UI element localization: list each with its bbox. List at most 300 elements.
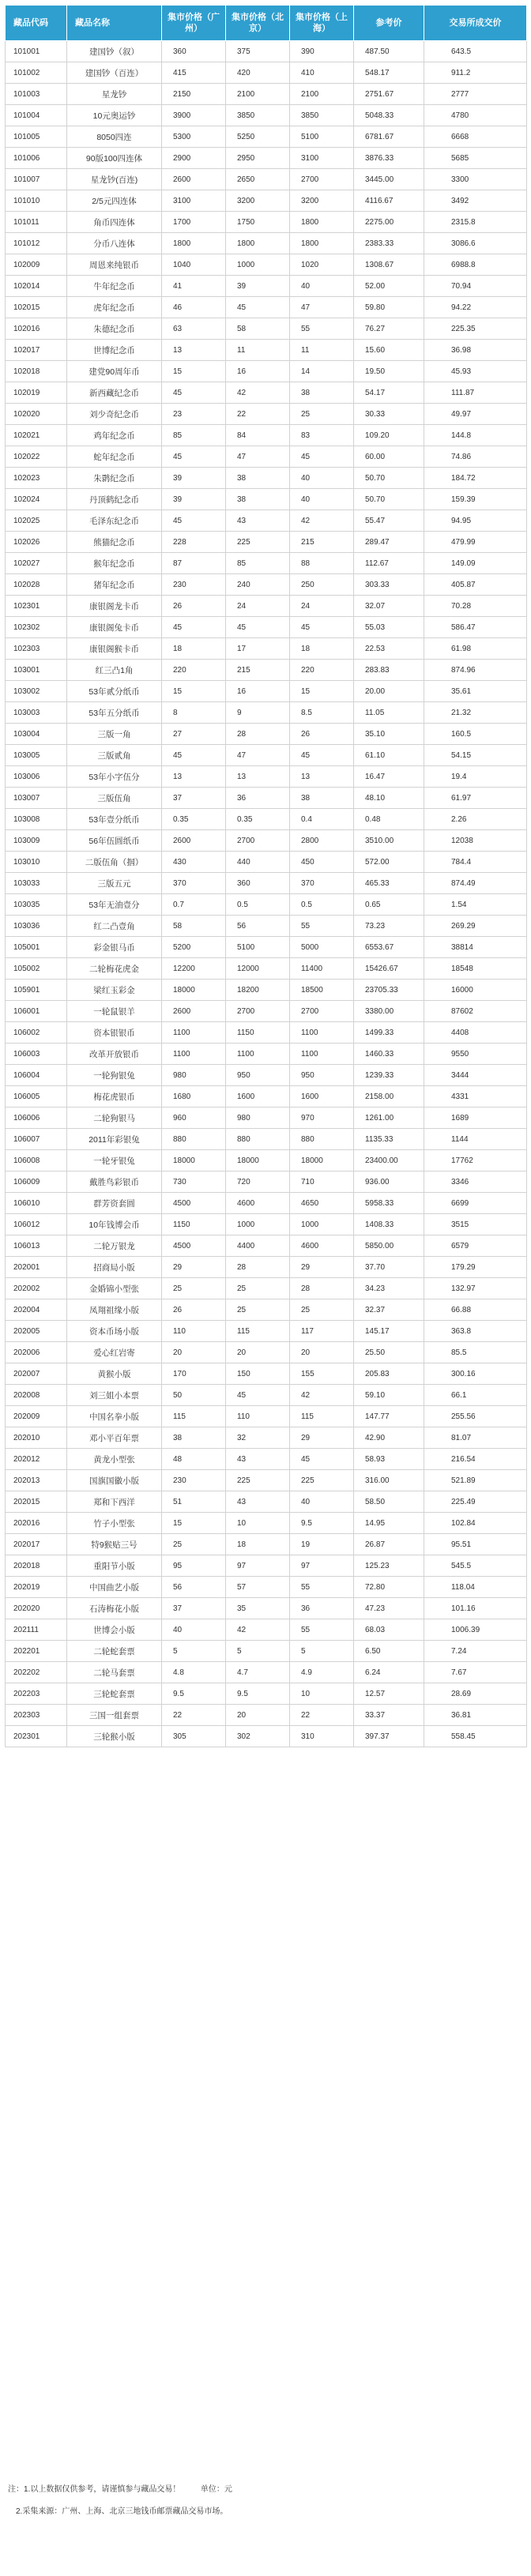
cell-reference-price: 125.23: [354, 1555, 424, 1577]
cell-price-beijing: 5: [226, 1641, 290, 1662]
cell-exchange-price: 54.15: [424, 745, 527, 766]
cell-name: 熊猫纪念币: [67, 532, 162, 553]
cell-price-shanghai: 115: [290, 1406, 354, 1427]
table-row: [6, 297, 527, 318]
cell-name: 2011年彩银兔: [67, 1129, 162, 1150]
cell-price-shanghai: 25: [290, 404, 354, 425]
cell-exchange-price: 2.26: [424, 809, 527, 830]
cell-price-beijing: 10: [226, 1513, 290, 1534]
table-row: [6, 1214, 527, 1235]
cell-code: 103036: [6, 916, 67, 937]
cell-reference-price: 109.20: [354, 425, 424, 446]
cell-name: 梅花虎银币: [67, 1086, 162, 1107]
cell-price-guangzhou: 1100: [162, 1044, 226, 1065]
table-row: [6, 1342, 527, 1363]
cell-exchange-price: 225.35: [424, 318, 527, 340]
cell-price-beijing: 440: [226, 852, 290, 873]
cell-reference-price: 37.70: [354, 1257, 424, 1278]
cell-exchange-price: 101.16: [424, 1598, 527, 1619]
cell-price-guangzhou: 40: [162, 1619, 226, 1641]
cell-exchange-price: 28.69: [424, 1683, 527, 1705]
cell-code: 106005: [6, 1086, 67, 1107]
cell-price-beijing: 20: [226, 1705, 290, 1726]
cell-name: 三版贰角: [67, 745, 162, 766]
cell-price-shanghai: 55: [290, 916, 354, 937]
cell-name: 新西藏纪念币: [67, 382, 162, 404]
cell-exchange-price: 2315.8: [424, 212, 527, 233]
cell-price-beijing: 420: [226, 62, 290, 84]
cell-price-shanghai: 3200: [290, 190, 354, 212]
cell-price-beijing: 1000: [226, 1214, 290, 1235]
cell-reference-price: 42.90: [354, 1427, 424, 1449]
table-row: [6, 1427, 527, 1449]
cell-reference-price: 50.70: [354, 489, 424, 510]
table-row: [6, 596, 527, 617]
cell-exchange-price: 144.8: [424, 425, 527, 446]
cell-price-guangzhou: 9.5: [162, 1683, 226, 1705]
header-reference-price: 参考价: [354, 6, 424, 41]
cell-price-guangzhou: 415: [162, 62, 226, 84]
cell-price-guangzhou: 5: [162, 1641, 226, 1662]
cell-name: 世博会小版: [67, 1619, 162, 1641]
cell-price-shanghai: 155: [290, 1363, 354, 1385]
cell-price-guangzhou: 46: [162, 297, 226, 318]
cell-name: 8050四连: [67, 126, 162, 148]
cell-price-shanghai: 225: [290, 1470, 354, 1491]
cell-exchange-price: 85.5: [424, 1342, 527, 1363]
cell-price-shanghai: 0.5: [290, 894, 354, 916]
cell-name: 群芳资套圆: [67, 1193, 162, 1214]
cell-exchange-price: 36.98: [424, 340, 527, 361]
cell-price-guangzhou: 15: [162, 361, 226, 382]
cell-code: 102018: [6, 361, 67, 382]
cell-reference-price: 20.00: [354, 681, 424, 702]
cell-exchange-price: 45.93: [424, 361, 527, 382]
cell-price-beijing: 13: [226, 766, 290, 788]
cell-reference-price: 76.27: [354, 318, 424, 340]
cell-price-shanghai: 40: [290, 1491, 354, 1513]
cell-price-guangzhou: 730: [162, 1171, 226, 1193]
price-table: [5, 5, 527, 1747]
cell-code: 102301: [6, 596, 67, 617]
table-row: [6, 212, 527, 233]
cell-reference-price: 316.00: [354, 1470, 424, 1491]
cell-price-guangzhou: 56: [162, 1577, 226, 1598]
cell-price-shanghai: 55: [290, 1577, 354, 1598]
cell-reference-price: 3380.00: [354, 1001, 424, 1022]
cell-exchange-price: 3086.6: [424, 233, 527, 254]
cell-code: 202007: [6, 1363, 67, 1385]
cell-reference-price: 2751.67: [354, 84, 424, 105]
cell-price-beijing: 47: [226, 446, 290, 468]
cell-reference-price: 6781.67: [354, 126, 424, 148]
cell-price-beijing: 25: [226, 1299, 290, 1321]
cell-exchange-price: 132.97: [424, 1278, 527, 1299]
cell-price-shanghai: 215: [290, 532, 354, 553]
table-row: [6, 1001, 527, 1022]
cell-price-beijing: 3200: [226, 190, 290, 212]
cell-exchange-price: 3515: [424, 1214, 527, 1235]
cell-price-beijing: 97: [226, 1555, 290, 1577]
cell-price-guangzhou: 960: [162, 1107, 226, 1129]
cell-price-guangzhou: 37: [162, 788, 226, 809]
cell-price-guangzhou: 48: [162, 1449, 226, 1470]
cell-name: 康银阁兔卡币: [67, 617, 162, 638]
cell-name: 三版五元: [67, 873, 162, 894]
cell-exchange-price: 21.32: [424, 702, 527, 724]
cell-price-shanghai: 45: [290, 446, 354, 468]
cell-exchange-price: 6699: [424, 1193, 527, 1214]
table-row: [6, 254, 527, 276]
cell-exchange-price: 70.28: [424, 596, 527, 617]
cell-price-guangzhou: 980: [162, 1065, 226, 1086]
cell-price-shanghai: 13: [290, 766, 354, 788]
cell-code: 102027: [6, 553, 67, 574]
cell-code: 103010: [6, 852, 67, 873]
cell-exchange-price: 3492: [424, 190, 527, 212]
cell-reference-price: 0.65: [354, 894, 424, 916]
table-row: [6, 468, 527, 489]
cell-price-shanghai: 25: [290, 1299, 354, 1321]
note-line-2: 2.采集来源：广州、上海、北京三地钱币邮票藏品交易市场。: [16, 2507, 228, 2516]
cell-code: 103035: [6, 894, 67, 916]
cell-reference-price: 73.23: [354, 916, 424, 937]
cell-exchange-price: 49.97: [424, 404, 527, 425]
cell-price-beijing: 22: [226, 404, 290, 425]
cell-exchange-price: 4780: [424, 105, 527, 126]
cell-reference-price: 6.50: [354, 1641, 424, 1662]
cell-price-guangzhou: 115: [162, 1406, 226, 1427]
cell-price-shanghai: 83: [290, 425, 354, 446]
table-row: [6, 894, 527, 916]
cell-name: 黄猴小版: [67, 1363, 162, 1385]
cell-price-shanghai: 8.5: [290, 702, 354, 724]
cell-price-guangzhou: 15: [162, 1513, 226, 1534]
cell-price-shanghai: 24: [290, 596, 354, 617]
table-row: [6, 84, 527, 105]
table-row: [6, 489, 527, 510]
cell-price-shanghai: 26: [290, 724, 354, 745]
cell-reference-price: 22.53: [354, 638, 424, 660]
cell-price-guangzhou: 170: [162, 1363, 226, 1385]
cell-price-guangzhou: 360: [162, 41, 226, 62]
cell-code: 102026: [6, 532, 67, 553]
cell-exchange-price: 61.97: [424, 788, 527, 809]
cell-price-shanghai: 0.4: [290, 809, 354, 830]
cell-code: 202019: [6, 1577, 67, 1598]
cell-code: 103006: [6, 766, 67, 788]
cell-price-guangzhou: 45: [162, 382, 226, 404]
cell-exchange-price: 9550: [424, 1044, 527, 1065]
cell-reference-price: 145.17: [354, 1321, 424, 1342]
cell-reference-price: 26.87: [354, 1534, 424, 1555]
cell-exchange-price: 38814: [424, 937, 527, 958]
cell-code: 202015: [6, 1491, 67, 1513]
cell-exchange-price: 66.88: [424, 1299, 527, 1321]
cell-price-beijing: 1600: [226, 1086, 290, 1107]
cell-price-beijing: 18000: [226, 1150, 290, 1171]
cell-price-beijing: 16: [226, 681, 290, 702]
cell-reference-price: 55.03: [354, 617, 424, 638]
cell-price-shanghai: 45: [290, 1449, 354, 1470]
cell-price-guangzhou: 5200: [162, 937, 226, 958]
cell-price-shanghai: 5000: [290, 937, 354, 958]
cell-code: 102014: [6, 276, 67, 297]
cell-reference-price: 15.60: [354, 340, 424, 361]
cell-price-guangzhou: 1680: [162, 1086, 226, 1107]
cell-code: 202001: [6, 1257, 67, 1278]
table-row: [6, 1086, 527, 1107]
cell-price-beijing: 950: [226, 1065, 290, 1086]
cell-reference-price: 1135.33: [354, 1129, 424, 1150]
cell-exchange-price: 19.4: [424, 766, 527, 788]
table-row: [6, 958, 527, 980]
table-row: [6, 724, 527, 745]
cell-price-beijing: 1000: [226, 254, 290, 276]
cell-reference-price: 205.83: [354, 1363, 424, 1385]
cell-code: 103003: [6, 702, 67, 724]
cell-price-beijing: 45: [226, 297, 290, 318]
cell-name: 二轮梅花虎金: [67, 958, 162, 980]
cell-reference-price: 3510.00: [354, 830, 424, 852]
cell-price-guangzhou: 3900: [162, 105, 226, 126]
cell-price-guangzhou: 18: [162, 638, 226, 660]
cell-exchange-price: 1006.39: [424, 1619, 527, 1641]
table-body: [6, 41, 527, 1747]
cell-name: 资本币场小版: [67, 1321, 162, 1342]
cell-exchange-price: 300.16: [424, 1363, 527, 1385]
cell-price-guangzhou: 26: [162, 596, 226, 617]
cell-name: 爱心红岩寄: [67, 1342, 162, 1363]
cell-code: 105901: [6, 980, 67, 1001]
cell-price-guangzhou: 1040: [162, 254, 226, 276]
cell-price-shanghai: 4.9: [290, 1662, 354, 1683]
cell-code: 202016: [6, 1513, 67, 1534]
table-row: [6, 276, 527, 297]
cell-reference-price: 1499.33: [354, 1022, 424, 1044]
table-row: [6, 1662, 527, 1683]
cell-price-beijing: 17: [226, 638, 290, 660]
cell-exchange-price: 35.61: [424, 681, 527, 702]
cell-code: 103001: [6, 660, 67, 681]
cell-name: 53年无油壹分: [67, 894, 162, 916]
table-row: [6, 1363, 527, 1385]
cell-price-beijing: 18200: [226, 980, 290, 1001]
cell-exchange-price: 94.22: [424, 297, 527, 318]
cell-price-guangzhou: 25: [162, 1278, 226, 1299]
table-row: [6, 1065, 527, 1086]
cell-price-beijing: 110: [226, 1406, 290, 1427]
cell-price-shanghai: 5100: [290, 126, 354, 148]
cell-price-guangzhou: 2900: [162, 148, 226, 169]
cell-name: 二轮蛇套票: [67, 1641, 162, 1662]
table-row: [6, 745, 527, 766]
cell-exchange-price: 6579: [424, 1235, 527, 1257]
table-row: [6, 404, 527, 425]
cell-name: 分币八连体: [67, 233, 162, 254]
cell-price-beijing: 45: [226, 1385, 290, 1406]
cell-price-beijing: 2650: [226, 169, 290, 190]
cell-name: 刘少奇纪念币: [67, 404, 162, 425]
cell-code: 102016: [6, 318, 67, 340]
cell-price-guangzhou: 27: [162, 724, 226, 745]
cell-price-shanghai: 450: [290, 852, 354, 873]
cell-code: 106006: [6, 1107, 67, 1129]
cell-exchange-price: 558.45: [424, 1726, 527, 1747]
cell-price-shanghai: 19: [290, 1534, 354, 1555]
cell-price-shanghai: 40: [290, 276, 354, 297]
cell-reference-price: 33.37: [354, 1705, 424, 1726]
cell-exchange-price: 111.87: [424, 382, 527, 404]
cell-exchange-price: 269.29: [424, 916, 527, 937]
table-row: [6, 681, 527, 702]
cell-name: 凤翔祖缘小版: [67, 1299, 162, 1321]
table-row: [6, 574, 527, 596]
cell-price-shanghai: 42: [290, 510, 354, 532]
cell-reference-price: 60.00: [354, 446, 424, 468]
cell-code: 103007: [6, 788, 67, 809]
cell-reference-price: 936.00: [354, 1171, 424, 1193]
cell-code: 101002: [6, 62, 67, 84]
cell-price-guangzhou: 1800: [162, 233, 226, 254]
cell-price-guangzhou: 2600: [162, 1001, 226, 1022]
cell-price-beijing: 25: [226, 1278, 290, 1299]
header-exchange-price: 交易所成交价: [424, 6, 527, 41]
cell-reference-price: 48.10: [354, 788, 424, 809]
cell-code: 102020: [6, 404, 67, 425]
cell-price-shanghai: 1600: [290, 1086, 354, 1107]
cell-price-beijing: 32: [226, 1427, 290, 1449]
cell-name: 改革开放银币: [67, 1044, 162, 1065]
cell-price-beijing: 28: [226, 1257, 290, 1278]
table-row: [6, 1577, 527, 1598]
cell-name: 二版伍角（掴）: [67, 852, 162, 873]
cell-price-beijing: 85: [226, 553, 290, 574]
table-row: [6, 1257, 527, 1278]
cell-exchange-price: 95.51: [424, 1534, 527, 1555]
cell-name: 三版一角: [67, 724, 162, 745]
cell-price-guangzhou: 39: [162, 489, 226, 510]
cell-price-shanghai: 2100: [290, 84, 354, 105]
cell-code: 202012: [6, 1449, 67, 1470]
cell-exchange-price: 184.72: [424, 468, 527, 489]
cell-price-shanghai: 40: [290, 468, 354, 489]
cell-price-guangzhou: 0.7: [162, 894, 226, 916]
cell-price-beijing: 2950: [226, 148, 290, 169]
table-row: [6, 1171, 527, 1193]
cell-name: 一轮鼠银羊: [67, 1001, 162, 1022]
cell-name: 90版100四连体: [67, 148, 162, 169]
cell-price-shanghai: 390: [290, 41, 354, 62]
cell-price-guangzhou: 230: [162, 574, 226, 596]
cell-price-beijing: 45: [226, 617, 290, 638]
cell-price-shanghai: 220: [290, 660, 354, 681]
note-unit: 单位：元: [200, 2485, 232, 2494]
cell-exchange-price: 70.94: [424, 276, 527, 297]
cell-price-beijing: 2100: [226, 84, 290, 105]
cell-price-shanghai: 710: [290, 1171, 354, 1193]
cell-exchange-price: 18548: [424, 958, 527, 980]
cell-reference-price: 50.70: [354, 468, 424, 489]
note-line-1: [8, 2479, 522, 2501]
table-row: [6, 1406, 527, 1427]
cell-price-guangzhou: 22: [162, 1705, 226, 1726]
cell-price-guangzhou: 4500: [162, 1193, 226, 1214]
cell-code: 202008: [6, 1385, 67, 1406]
cell-exchange-price: 363.8: [424, 1321, 527, 1342]
cell-price-guangzhou: 230: [162, 1470, 226, 1491]
cell-exchange-price: 61.98: [424, 638, 527, 660]
table-row: [6, 702, 527, 724]
table-row: [6, 1044, 527, 1065]
cell-name: 中国名拳小版: [67, 1406, 162, 1427]
cell-name: 猪年纪念币: [67, 574, 162, 596]
cell-price-shanghai: 2800: [290, 830, 354, 852]
cell-reference-price: 58.50: [354, 1491, 424, 1513]
cell-code: 202004: [6, 1299, 67, 1321]
cell-price-shanghai: 38: [290, 382, 354, 404]
cell-code: 102023: [6, 468, 67, 489]
cell-reference-price: 303.33: [354, 574, 424, 596]
cell-name: 三版伍角: [67, 788, 162, 809]
cell-code: 103004: [6, 724, 67, 745]
cell-price-beijing: 1150: [226, 1022, 290, 1044]
cell-price-guangzhou: 220: [162, 660, 226, 681]
cell-reference-price: 6.24: [354, 1662, 424, 1683]
cell-reference-price: 61.10: [354, 745, 424, 766]
cell-price-beijing: 1800: [226, 233, 290, 254]
cell-name: 二轮狗银马: [67, 1107, 162, 1129]
cell-price-guangzhou: 305: [162, 1726, 226, 1747]
cell-exchange-price: 118.04: [424, 1577, 527, 1598]
table-row: [6, 1449, 527, 1470]
cell-price-beijing: 58: [226, 318, 290, 340]
header-price-guangzhou: 集市价格（广州）: [162, 6, 226, 41]
cell-price-beijing: 980: [226, 1107, 290, 1129]
cell-name: 特9猴贴三号: [67, 1534, 162, 1555]
cell-exchange-price: 216.54: [424, 1449, 527, 1470]
cell-price-shanghai: 18: [290, 638, 354, 660]
cell-exchange-price: 874.49: [424, 873, 527, 894]
cell-name: 猴年纪念币: [67, 553, 162, 574]
cell-reference-price: 55.47: [354, 510, 424, 532]
cell-code: 202017: [6, 1534, 67, 1555]
cell-price-shanghai: 45: [290, 745, 354, 766]
table-row: [6, 788, 527, 809]
cell-price-shanghai: 1000: [290, 1214, 354, 1235]
cell-reference-price: 23705.33: [354, 980, 424, 1001]
cell-price-beijing: 375: [226, 41, 290, 62]
cell-price-shanghai: 88: [290, 553, 354, 574]
cell-code: 202002: [6, 1278, 67, 1299]
table-row: [6, 1619, 527, 1641]
table-row: [6, 1150, 527, 1171]
cell-exchange-price: 911.2: [424, 62, 527, 84]
table-row: [6, 852, 527, 873]
cell-name: 黄龙小型张: [67, 1449, 162, 1470]
cell-price-shanghai: 4650: [290, 1193, 354, 1214]
cell-reference-price: 5958.33: [354, 1193, 424, 1214]
cell-exchange-price: 5685: [424, 148, 527, 169]
cell-code: 106012: [6, 1214, 67, 1235]
cell-price-shanghai: 38: [290, 788, 354, 809]
cell-code: 202009: [6, 1406, 67, 1427]
cell-exchange-price: 255.56: [424, 1406, 527, 1427]
cell-price-guangzhou: 41: [162, 276, 226, 297]
cell-price-shanghai: 28: [290, 1278, 354, 1299]
cell-price-shanghai: 18500: [290, 980, 354, 1001]
table-row: [6, 1470, 527, 1491]
